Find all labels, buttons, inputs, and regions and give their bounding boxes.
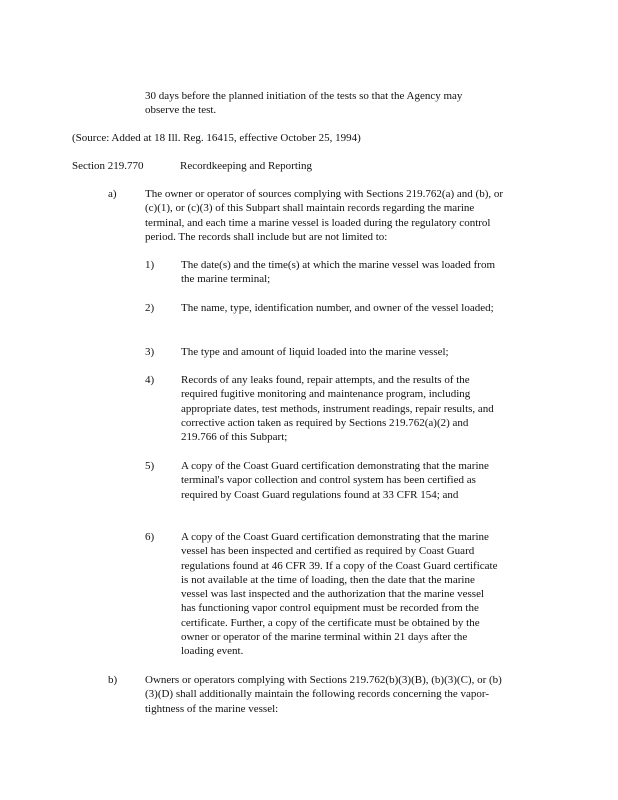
list-item-3: [145, 345, 505, 359]
subsection-b-label: b): [108, 674, 118, 686]
source-note: [72, 131, 552, 145]
subsection-b: [108, 673, 508, 716]
list-item-3-text: The type and amount of liquid loaded into the marine vessel;: [181, 346, 449, 358]
section-number: Section 219.770: [72, 160, 144, 172]
subsection-a-label: a): [108, 188, 117, 200]
list-item-6-text: A copy of the Coast Guard certification demonstrating that the marine vessel has been inspected and certified as required by Coast Guard regulations found at 46 CFR 39. If a copy of the Coast Guard certificate is not available at the time of loading, then the date that the marine vessel was last inspected and the authorization that the marine vessel has functioning vapor control equipment must be recorded from the certificate. Further, a copy of the certificate must be obtained by the owner or operator of the marine terminal within 21 days after the loading event.: [181, 531, 498, 658]
source-text: (Source: Added at 18 Ill. Reg. 16415, effective October 25, 1994): [72, 132, 361, 144]
list-item-1: [145, 258, 505, 287]
list-item-4-text: Records of any leaks found, repair attempts, and the results of the required fugitive monitoring and maintenance program, including appropriate dates, test methods, instrument readings, repair results, and corrective action taken as required by Sections 219.762(a)(2) and 219.766 of this Subpart;: [181, 374, 494, 444]
list-item-4-label: 4): [145, 374, 155, 386]
list-item-3-label: 3): [145, 346, 155, 358]
intro-paragraph: [145, 89, 495, 118]
list-item-1-label: 1): [145, 259, 155, 271]
list-item-6: [145, 530, 505, 659]
list-item-5: [145, 459, 505, 502]
list-item-5-label: 5): [145, 460, 155, 472]
subsection-a: [108, 187, 508, 244]
list-item-1-text: The date(s) and the time(s) at which the marine vessel was loaded from the marine terminal;: [181, 259, 495, 286]
list-item-2: [145, 301, 505, 315]
list-item-4: [145, 373, 505, 444]
list-item-5-text: A copy of the Coast Guard certification demonstrating that the marine terminal's vapor collection and control system has been certified as required by Coast Guard regulations found at 33 CFR 154; and: [181, 460, 489, 501]
list-item-2-text: The name, type, identification number, and owner of the vessel loaded;: [181, 302, 494, 314]
section-title: Recordkeeping and Reporting: [180, 160, 312, 172]
list-item-6-label: 6): [145, 531, 155, 543]
list-item-2-label: 2): [145, 302, 155, 314]
subsection-a-text: The owner or operator of sources complying with Sections 219.762(a) and (b), or (c)(1), or (c)(3) of this Subpart shall maintain records regarding the marine terminal, and each time a marine vessel is loaded during the regulatory control period. The records shall include but are not limited to:: [145, 188, 504, 243]
subsection-b-text: Owners or operators complying with Sections 219.762(b)(3)(B), (b)(3)(C), or (b)(3)(D) shall additionally maintain the following records concerning the vapor-tightness of the marine vessel:: [145, 674, 502, 715]
intro-text: 30 days before the planned initiation of the tests so that the Agency may observe the test.: [145, 90, 463, 117]
